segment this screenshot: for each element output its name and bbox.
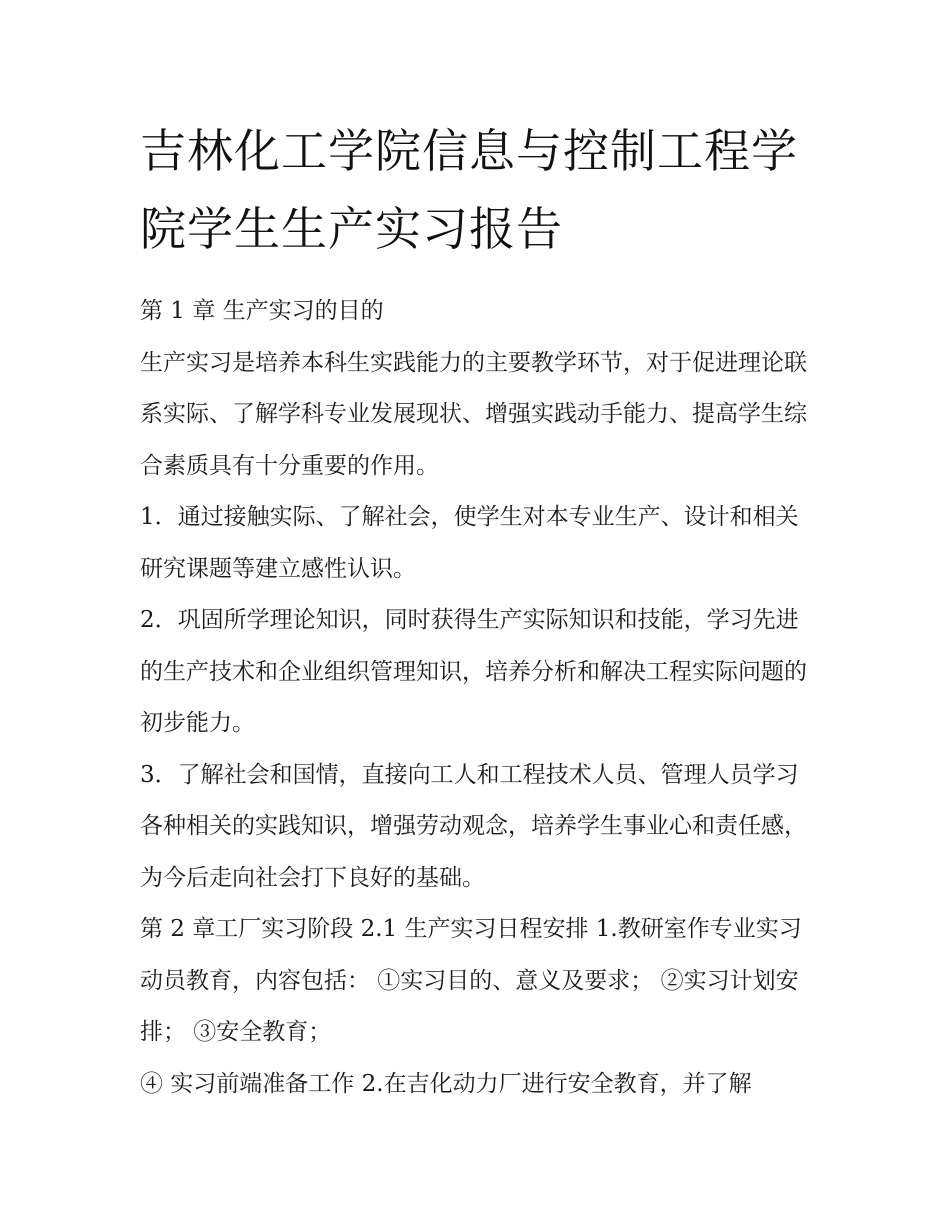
objective-item-3: 3．了解社会和国情，直接向工人和工程技术人员、管理人员学习各种相关的实践知识，增强劳动观念，培养学生事业心和责任感，为今后走向社会打下良好的基础。 <box>140 761 807 891</box>
document-title: 吉林化工学院信息与控制工程学院学生生产实习报告 <box>140 124 798 256</box>
intro-paragraph: 生产实习是培养本科生实践能力的主要教学环节，对于促进理论联系实际、了解学科专业发展现状、增强实践动手能力、提高学生综合素质具有十分重要的作用。 <box>140 349 807 479</box>
document-body <box>140 112 820 1110</box>
chapter-1-heading: 第 1 章 生产实习的目的 <box>140 298 384 324</box>
objective-item-2: 2．巩固所学理论知识，同时获得生产实际知识和技能，学习先进的生产技术和企业组织管理知识，培养分析和解决工程实际问题的初步能力。 <box>140 607 807 736</box>
objective-item-1: 1．通过接触实际、了解社会，使学生对本专业生产、设计和相关研究课题等建立感性认识。 <box>140 504 799 582</box>
schedule-item-paragraph: ④ 实习前端准备工作 2.在吉化动力厂进行安全教育，并了解 <box>140 1070 752 1097</box>
chapter-2-paragraph: 第 2 章工厂实习阶段 2.1 生产实习日程安排 1.教研室作专业实习动员教育，内容包括： ①实习目的、意义及要求； ②实习计划安排； ③安全教育； <box>140 916 802 1045</box>
